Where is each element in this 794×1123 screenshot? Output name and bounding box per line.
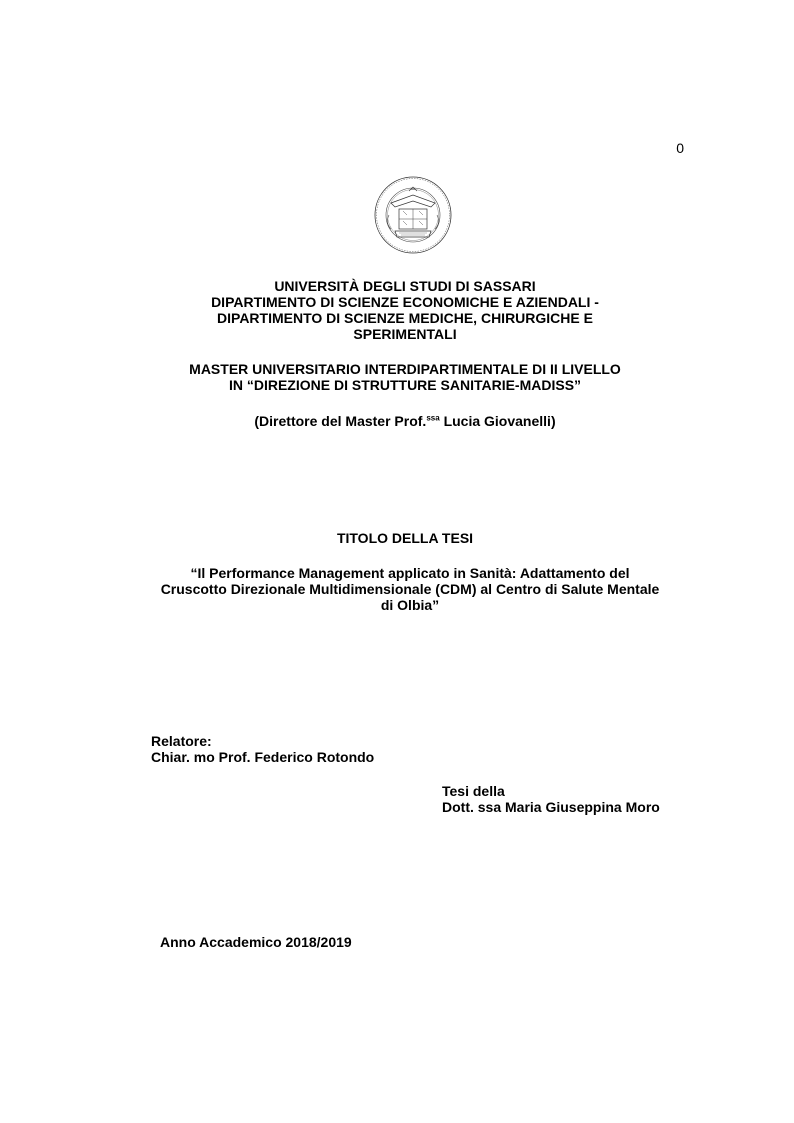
university-heading bbox=[150, 278, 660, 342]
master-director bbox=[150, 413, 660, 429]
author-block bbox=[442, 783, 660, 815]
thesis-title-line-1: “Il Performance Management applicato in Sanità: Adattamento del bbox=[190, 565, 630, 581]
author-label: Tesi della bbox=[442, 783, 505, 799]
master-line-1: MASTER UNIVERSITARIO INTERDIPARTIMENTALE DI II LIVELLO bbox=[189, 361, 621, 377]
university-name: UNIVERSITÀ DEGLI STUDI DI SASSARI bbox=[274, 278, 536, 294]
university-seal-icon bbox=[369, 175, 457, 255]
supervisor-name: Chiar. mo Prof. Federico Rotondo bbox=[151, 749, 375, 765]
thesis-title-line-2: Cruscotto Direzionale Multidimensionale (CDM) al Centro di Salute Mentale bbox=[160, 581, 660, 597]
director-prefix: (Direttore del Master Prof. bbox=[254, 413, 427, 429]
director-superscript: ssa bbox=[426, 413, 440, 423]
page-number: 0 bbox=[676, 140, 684, 156]
academic-year: Anno Accademico 2018/2019 bbox=[160, 934, 352, 950]
director-name: Lucia Giovanelli) bbox=[439, 413, 556, 429]
department-line-2: DIPARTIMENTO DI SCIENZE MEDICHE, CHIRURGICHE E bbox=[217, 310, 593, 326]
department-line-3: SPERIMENTALI bbox=[353, 326, 457, 342]
thesis-title-label: TITOLO DELLA TESI bbox=[336, 530, 474, 546]
supervisor-block bbox=[151, 733, 374, 765]
supervisor-label: Relatore: bbox=[151, 733, 212, 749]
master-heading bbox=[150, 361, 660, 393]
thesis-title-line-3: di Olbia” bbox=[380, 597, 440, 613]
author-name: Dott. ssa Maria Giuseppina Moro bbox=[442, 799, 660, 815]
department-line-1: DIPARTIMENTO DI SCIENZE ECONOMICHE E AZIENDALI - bbox=[211, 294, 599, 310]
master-line-2: IN “DIREZIONE DI STRUTTURE SANITARIE-MADISS” bbox=[228, 377, 582, 393]
thesis-title bbox=[140, 565, 680, 613]
